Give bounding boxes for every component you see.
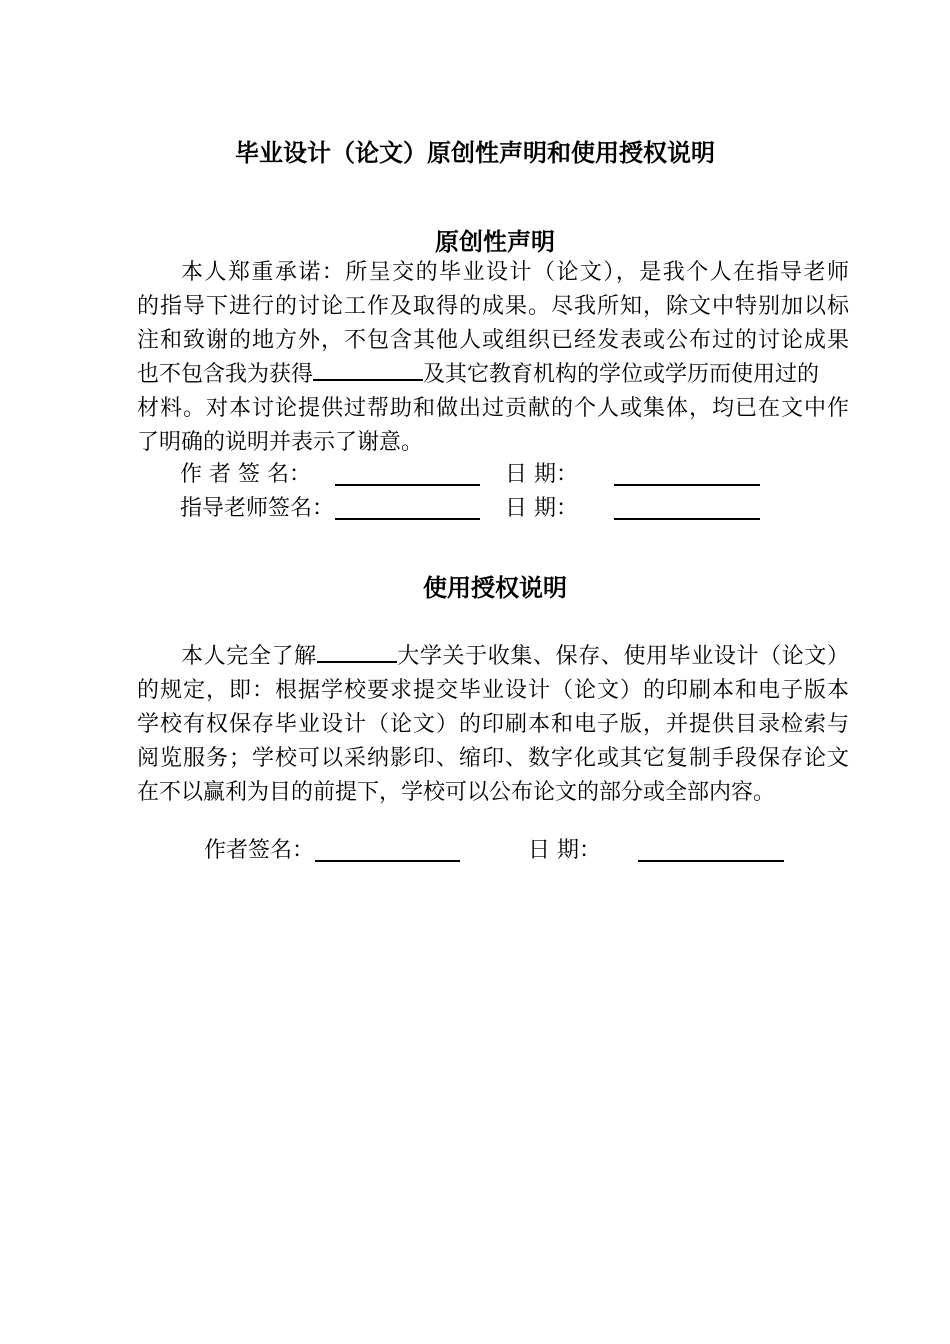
authorization-heading: 使用授权说明: [423, 574, 567, 602]
author-signature-line[interactable]: [335, 484, 480, 486]
paragraph-line: 学校有权保存毕业设计（论文）的印刷本和电子版，并提供目录检索与: [137, 712, 849, 737]
author-date-line[interactable]: [614, 484, 760, 486]
advisor-signature-label: 指导老师签名：: [180, 496, 335, 521]
line-text: 也不包含我为获得: [137, 362, 314, 387]
author-signature-label: 作 者 签 名：: [180, 462, 311, 487]
paragraph-line: 阅览服务；学校可以采纳影印、缩印、数字化或其它复制手段保存论文: [137, 746, 849, 771]
line-text: 大学关于收集、保存、使用毕业设计（论文）: [396, 644, 849, 669]
document-title: 毕业设计（论文）原创性声明和使用授权说明: [235, 139, 715, 167]
fill-in-blank[interactable]: [313, 359, 423, 381]
date-line[interactable]: [638, 860, 784, 862]
date-label: 日 期：: [505, 496, 578, 521]
paragraph-line: 本人郑重承诺：所呈交的毕业设计（论文），是我个人在指导老师: [181, 260, 849, 285]
university-blank[interactable]: [317, 641, 397, 663]
date-label: 日 期：: [505, 462, 578, 487]
authorization-paragraph: [137, 640, 849, 810]
line-text: 及其它教育机构的学位或学历而使用过的: [423, 362, 820, 387]
paragraph-line: 的指导下进行的讨论工作及取得的成果。尽我所知，除文中特别加以标: [137, 294, 849, 319]
advisor-date-line[interactable]: [614, 518, 760, 520]
author-signature-label: 作者签名：: [204, 838, 315, 863]
paragraph-line-with-blank: [137, 640, 849, 674]
paragraph-line-with-blank: [137, 358, 849, 392]
originality-paragraph: [137, 256, 849, 460]
paragraph-line: 材料。对本讨论提供过帮助和做出过贡献的个人或集体，均已在文中作: [137, 396, 849, 421]
date-label: 日 期：: [528, 838, 601, 863]
author-signature-line[interactable]: [315, 860, 460, 862]
paragraph-line: 在不以赢利为目的前提下，学校可以公布论文的部分或全部内容。: [137, 780, 776, 805]
line-text: 本人完全了解: [181, 644, 317, 669]
originality-heading: 原创性声明: [435, 228, 555, 256]
advisor-signature-line[interactable]: [335, 518, 480, 520]
paragraph-line: 了明确的说明并表示了谢意。: [137, 430, 424, 455]
paragraph-line: 注和致谢的地方外，不包含其他人或组织已经发表或公布过的讨论成果: [137, 328, 849, 353]
paragraph-line: 的规定，即：根据学校要求提交毕业设计（论文）的印刷本和电子版本: [137, 678, 849, 703]
